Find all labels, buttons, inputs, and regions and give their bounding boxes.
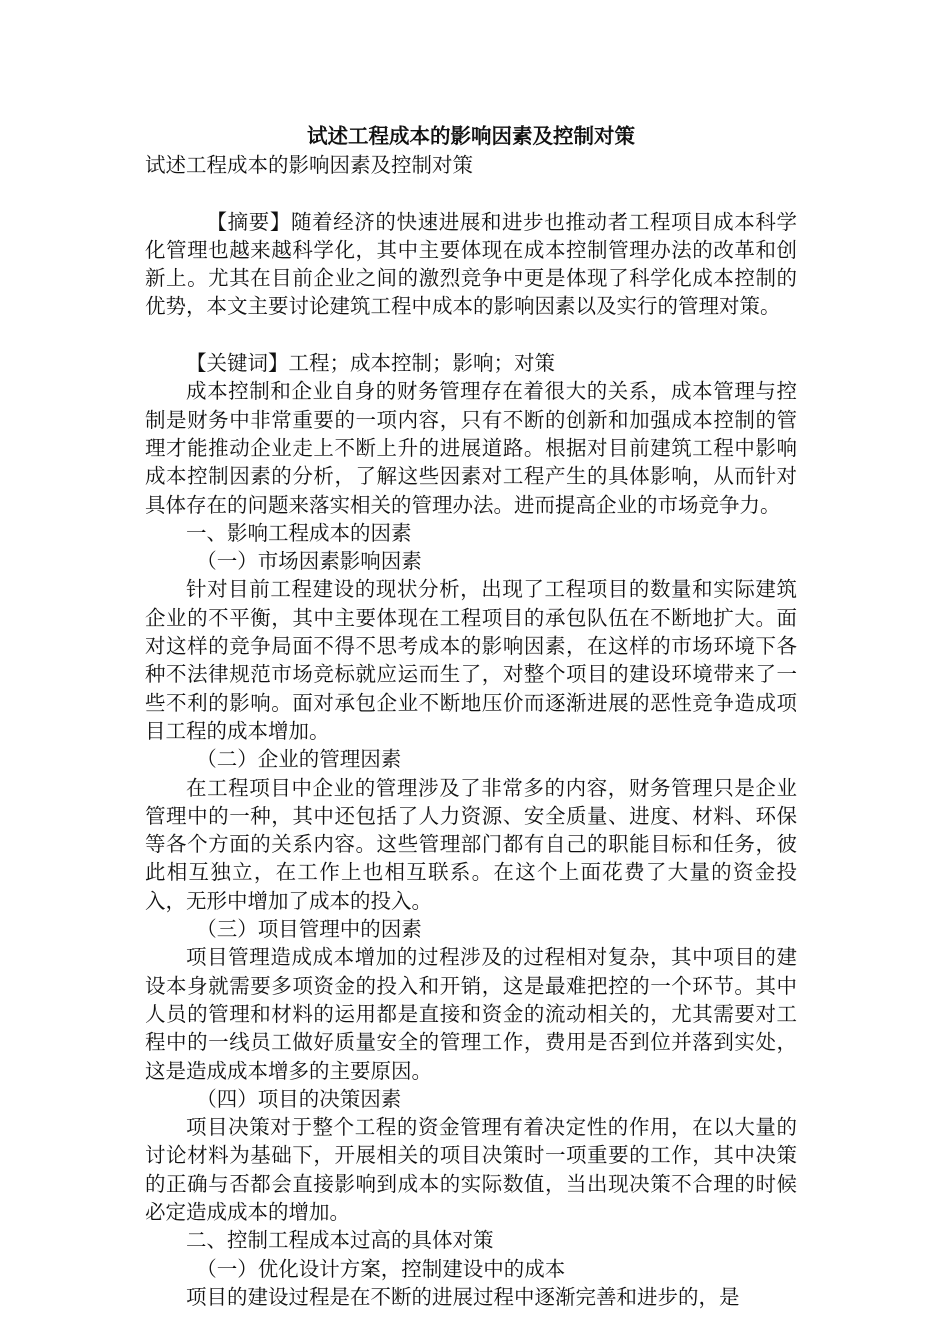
document-subtitle: 试述工程成本的影响因素及控制对策 (145, 153, 473, 177)
abstract-paragraph: 【摘要】随着经济的快速进展和进步也推动者工程项目成本科学化管理也越来越科学化，其中主要体现在成本控制管理办法的改革和创新上。尤其在目前企业之间的激烈竞争中更是体现了科学化成本控制的优势，本文主要讨论建筑工程中成本的影响因素以及实行的管理对策。 (145, 209, 797, 319)
intro-paragraph: 成本控制和企业自身的财务管理存在着很大的关系，成本管理与控制是财务中非常重要的一项内容，只有不断的创新和加强成本控制的管理才能推动企业走上不断上升的进展道路。根据对目前建筑工程中影响成本控制因素的分析，了解这些因素对工程产生的具体影响，从而针对具体存在的问题来落实相关的管理办法。进而提高企业的市场竞争力。 (145, 379, 797, 517)
spacer (145, 179, 797, 207)
section1-heading: 一、影响工程成本的因素 (186, 520, 412, 545)
section1-sub1-paragraph: 针对目前工程建设的现状分析，出现了工程项目的数量和实际建筑企业的不平衡，其中主要体现在工程项目的承包队伍在不断地扩大。面对这样的竞争局面不得不思考成本的影响因素，在这样的市场环境下各种不法律规范市场竞标就应运而生了，对整个项目的建设环境带来了一些不利的影响。面对承包企业不断地压价而逐渐进展的恶性竞争造成项目工程的成本增加。 (145, 577, 797, 743)
document-body (145, 122, 797, 1311)
section2-sub1-heading: （一）优化设计方案，控制建设中的成本 (196, 1256, 566, 1281)
section2-sub1-paragraph: 项目的建设过程是在不断的进展过程中逐渐完善和进步的，是 (186, 1284, 740, 1309)
section1-sub4-heading: （四）项目的决策因素 (196, 1086, 402, 1111)
section1-sub2-heading: （二）企业的管理因素 (196, 747, 402, 772)
keywords-line: 【关键词】工程；成本控制；影响；对策 (186, 351, 555, 376)
section1-sub4-paragraph: 项目决策对于整个工程的资金管理有着决定性的作用，在以大量的讨论材料为基础下，开展相关的项目决策时一项重要的工作，其中决策的正确与否都会直接影响到成本的实际数值，当出现决策不合理的时候必定造成成本的增加。 (145, 1115, 797, 1224)
spacer (145, 321, 797, 349)
section2-heading: 二、控制工程成本过高的具体对策 (186, 1228, 494, 1253)
section1-sub3-paragraph: 项目管理造成成本增加的过程涉及的过程相对复杂，其中项目的建设本身就需要多项资金的投入和开销，这是最难把控的一个环节。其中人员的管理和材料的运用都是直接和资金的流动相关的，尤其需要对工程中的一线员工做好质量安全的管理工作，费用是否到位并落到实处，这是造成成本增多的主要原因。 (145, 945, 797, 1083)
section1-sub1-heading: （一）市场因素影响因素 (196, 549, 422, 574)
section1-sub3-heading: （三）项目管理中的因素 (196, 917, 422, 942)
section1-sub2-paragraph: 在工程项目中企业的管理涉及了非常多的内容，财务管理只是企业管理中的一种，其中还包括了人力资源、安全质量、进度、材料、环保等各个方面的关系内容。这些管理部门都有自己的职能目标和任务，彼此相互独立，在工作上也相互联系。在这个上面花费了大量的资金投入，无形中增加了成本的投入。 (145, 775, 797, 913)
document-title: 试述工程成本的影响因素及控制对策 (307, 124, 635, 148)
